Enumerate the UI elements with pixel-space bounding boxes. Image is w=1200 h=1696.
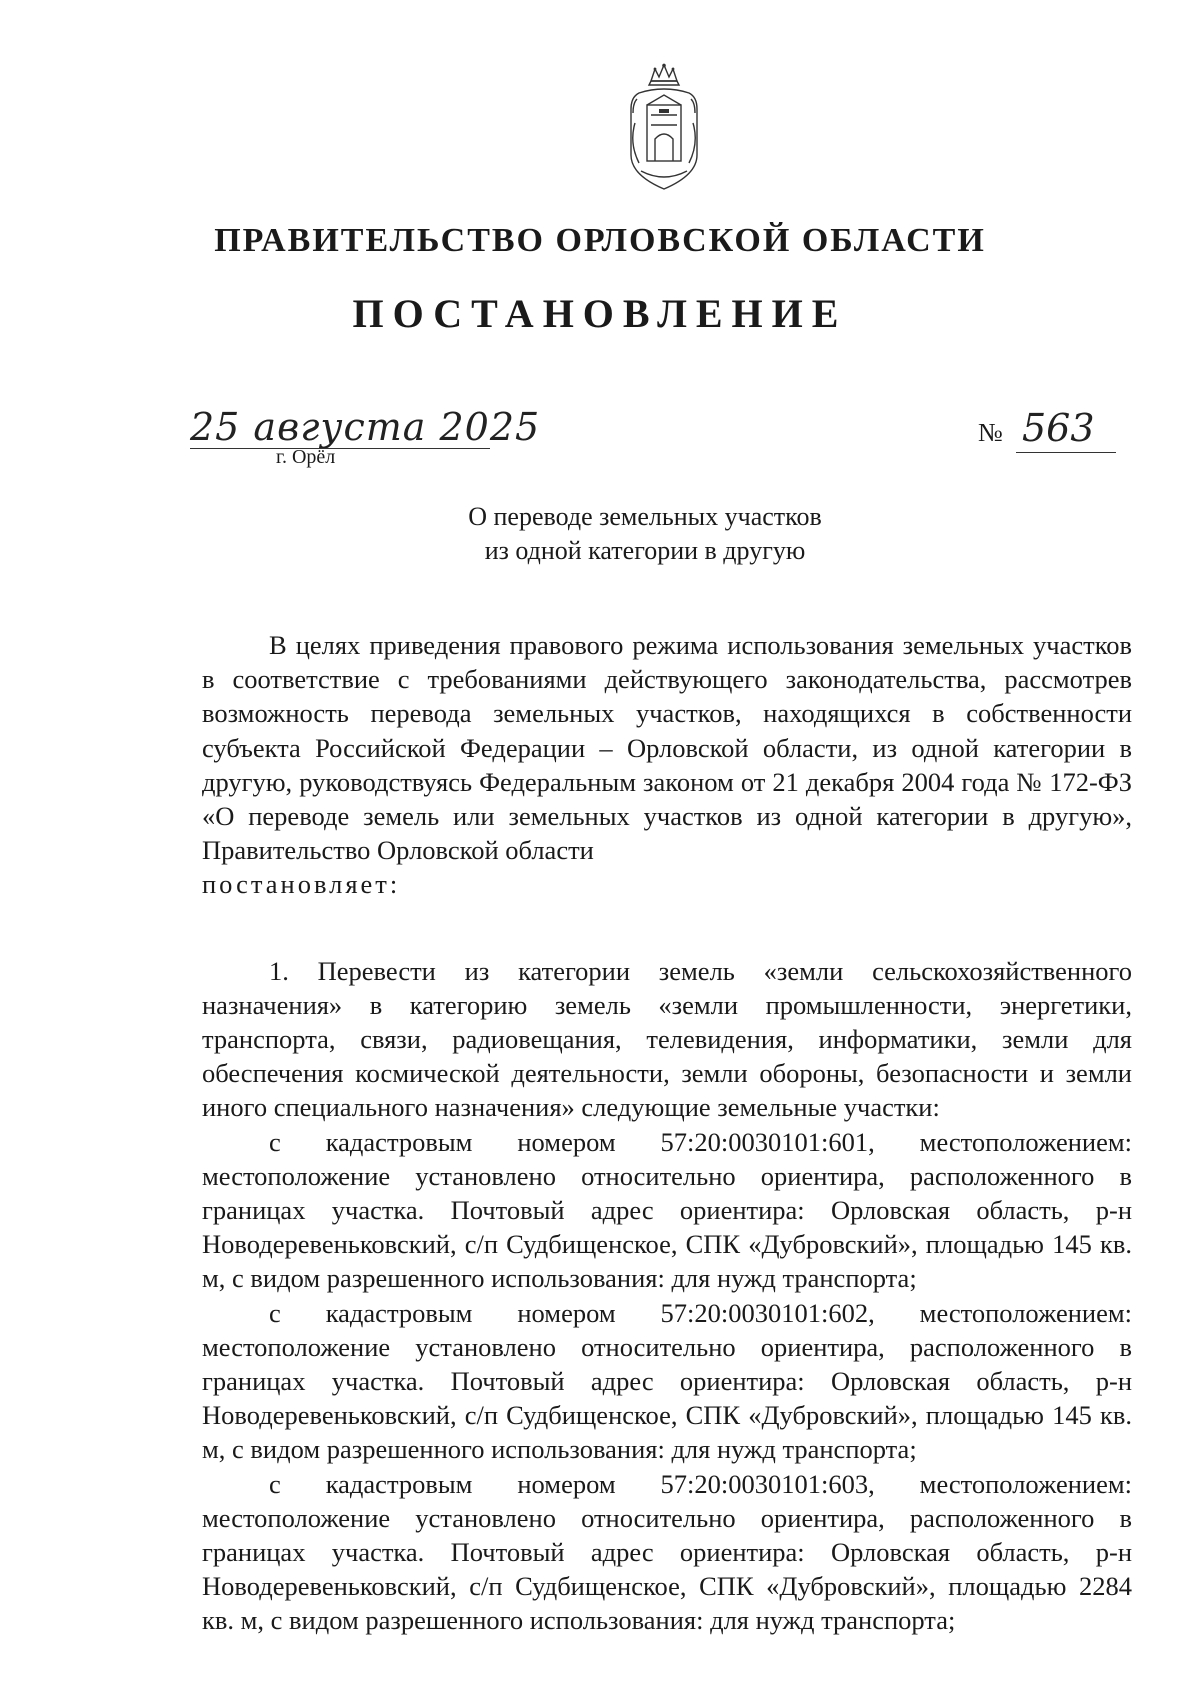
document-type-title: ПОСТАНОВЛЕНИЕ bbox=[352, 291, 848, 336]
government-title: ПРАВИТЕЛЬСТВО ОРЛОВСКОЙ ОБЛАСТИ bbox=[214, 222, 986, 259]
parcel-paragraph: с кадастровым номером 57:20:0030101:603, местоположением: местоположение установлено относительно ориентира, расположенного в границах участка. Почтовый адрес ориентира: Орловская область, р-н Новодеревеньковский, с/п Судбищенское, СПК «Дубровский», площадью 2284 кв. м, с видом разрешенного использования: для нужд транспорта; bbox=[202, 1468, 1132, 1636]
date-underline bbox=[190, 448, 490, 449]
parcel-paragraph: с кадастровым номером 57:20:0030101:601, местоположением: местоположение установлено относительно ориентира, расположенного в границах участка. Почтовый адрес ориентира: Орловская область, р-н Новодеревеньковский, с/п Судбищенское, СПК «Дубровский», площадью 145 кв. м, с видом разрешенного использования: для нужд транспорта; bbox=[202, 1126, 1132, 1294]
document-body bbox=[202, 628, 1132, 1638]
city-label: г. Орёл bbox=[276, 446, 336, 468]
handwritten-date: 25 августа 2025 bbox=[190, 405, 541, 449]
handwritten-number: 563 bbox=[1022, 406, 1095, 450]
parcel-paragraph: с кадастровым номером 57:20:0030101:602, местоположением: местоположение установлено относительно ориентира, расположенного в границах участка. Почтовый адрес ориентира: Орловская область, р-н Новодеревеньковский, с/п Судбищенское, СПК «Дубровский», площадью 145 кв. м, с видом разрешенного использования: для нужд транспорта; bbox=[202, 1297, 1132, 1465]
number-underline bbox=[1016, 452, 1116, 453]
document-subject bbox=[0, 500, 1200, 568]
orel-oblast-coat-of-arms-icon bbox=[621, 63, 707, 195]
clause-1-paragraph: 1. Перевести из категории земель «земли сельскохозяйственного назначения» в категорию земель «земли промышленности, энергетики, транспорта, связи, радиовещания, телевидения, информатики, земли для обеспечения космической деятельности, земли обороны, безопасности и земли иного специального назначения» следующие земельные участки: bbox=[202, 955, 1132, 1123]
subject-line-2: из одной категории в другую bbox=[484, 536, 806, 565]
preamble-paragraph: В целях приведения правового режима использования земельных участков в соответствие с требованиями действующего законодательства, рассмотрев возможность перевода земельных участков, находящихся в собственности субъекта Российской Федерации – Орловской области, из одной категории в другую, руководствуясь Федеральным законом от 21 декабря 2004 года № 172-ФЗ «О переводе земель или земельных участков из одной категории в другую», Правительство Орловской области bbox=[202, 630, 1132, 866]
number-label: № bbox=[978, 418, 1003, 447]
subject-line-1: О переводе земельных участков bbox=[468, 502, 822, 531]
decree-word: постановляет: bbox=[202, 869, 401, 900]
